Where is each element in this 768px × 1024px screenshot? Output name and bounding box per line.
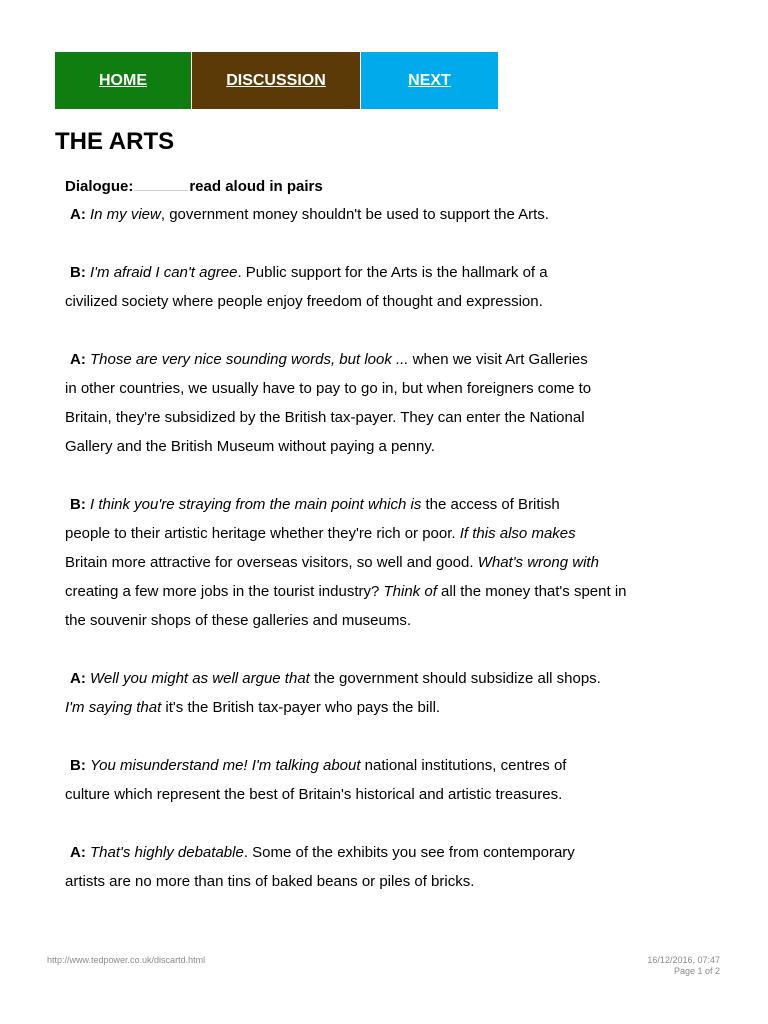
dialogue-instruction: read aloud in pairs	[189, 178, 323, 195]
text-segment: in other countries, we usually have to pay to go in, but when foreigners come to	[65, 380, 592, 397]
italic-phrase: If this also makes	[459, 525, 576, 542]
footer-page-number: Page 1 of 2	[673, 966, 720, 976]
italic-phrase: I'm afraid I can't agree	[90, 264, 238, 281]
dialogue-line	[65, 432, 725, 461]
speaker-label: A:	[70, 844, 86, 861]
text-segment: the access of British	[421, 496, 560, 513]
italic-phrase: Those are very nice sounding words, but look ...	[90, 351, 409, 368]
blank-line	[134, 176, 188, 191]
footer-url: http://www.tedpower.co.uk/discartd.html	[47, 955, 206, 965]
speaker-label: A:	[70, 670, 86, 687]
dialogue-turn	[65, 345, 725, 461]
dialogue-line	[65, 780, 725, 809]
dialogue-line	[65, 258, 725, 287]
dialogue-line	[65, 693, 725, 722]
dialogue-turn	[65, 664, 725, 722]
text-segment: artists are no more than tins of baked beans or piles of bricks.	[65, 873, 475, 890]
speaker-label: B:	[70, 264, 86, 281]
text-segment: it's the British tax-payer who pays the bill.	[161, 699, 441, 716]
text-segment: , government money shouldn't be used to support the Arts.	[160, 206, 549, 223]
text-segment: creating a few more jobs in the tourist industry?	[65, 583, 384, 600]
italic-phrase: I think you're straying from the main point which is	[90, 496, 422, 513]
dialogue-heading	[65, 176, 323, 197]
text-segment: civilized society where people enjoy freedom of thought and expression.	[65, 293, 543, 310]
dialogue-line	[65, 403, 725, 432]
text-segment: the government should subsidize all shops.	[309, 670, 601, 687]
dialogue-line	[65, 200, 725, 229]
dialogue-line	[65, 867, 725, 896]
text-segment: Gallery and the British Museum without paying a penny.	[65, 438, 435, 455]
dialogue-turn	[65, 258, 725, 316]
dialogue-line	[65, 287, 725, 316]
page-title: THE ARTS	[55, 128, 175, 155]
text-segment: culture which represent the best of Britain's historical and artistic treasures.	[65, 786, 563, 803]
top-nav	[55, 52, 498, 109]
speaker-label: A:	[70, 351, 86, 368]
dialogue-turn	[65, 490, 725, 635]
dialogue-turn	[65, 200, 725, 229]
text-segment: when we visit Art Galleries	[408, 351, 588, 368]
dialogue-line	[65, 519, 725, 548]
text-segment: national institutions, centres of	[360, 757, 567, 774]
dialogue-line	[65, 751, 725, 780]
footer-meta	[647, 955, 720, 977]
nav-home-link[interactable]: HOME	[55, 52, 192, 109]
footer-datetime: 16/12/2016, 07:47	[647, 955, 720, 965]
text-segment: people to their artistic heritage whether they're rich or poor.	[65, 525, 460, 542]
text-segment: . Public support for the Arts is the hallmark of a	[237, 264, 548, 281]
italic-phrase: You misunderstand me! I'm talking about	[90, 757, 361, 774]
dialogue-label: Dialogue:	[65, 178, 134, 195]
italic-phrase: Think of	[383, 583, 437, 600]
dialogue-turn	[65, 838, 725, 896]
speaker-label: A:	[70, 206, 86, 223]
text-segment: Britain, they're subsidized by the British tax-payer. They can enter the National	[65, 409, 585, 426]
text-segment: Britain more attractive for overseas visitors, so well and good.	[65, 554, 478, 571]
dialogue-line	[65, 838, 725, 867]
italic-phrase: I'm saying that	[65, 699, 162, 716]
dialogue-line	[65, 345, 725, 374]
dialogue-line	[65, 664, 725, 693]
speaker-label: B:	[70, 757, 86, 774]
dialogue-line	[65, 577, 725, 606]
italic-phrase: That's highly debatable	[90, 844, 244, 861]
italic-phrase: Well you might as well argue that	[90, 670, 310, 687]
italic-phrase: What's wrong with	[477, 554, 599, 571]
nav-discussion-link[interactable]: DISCUSSION	[192, 52, 361, 109]
dialogue-line	[65, 374, 725, 403]
speaker-label: B:	[70, 496, 86, 513]
italic-phrase: In my view	[90, 206, 161, 223]
text-segment: the souvenir shops of these galleries and museums.	[65, 612, 412, 629]
dialogue-line	[65, 548, 725, 577]
dialogue-body	[65, 200, 725, 925]
text-segment: . Some of the exhibits you see from contemporary	[243, 844, 575, 861]
text-segment: all the money that's spent in	[436, 583, 627, 600]
dialogue-line	[65, 490, 725, 519]
dialogue-turn	[65, 751, 725, 809]
dialogue-line	[65, 606, 725, 635]
nav-next-link[interactable]: NEXT	[361, 52, 498, 109]
